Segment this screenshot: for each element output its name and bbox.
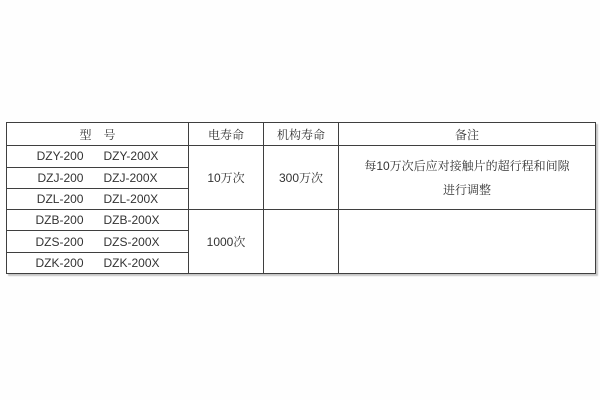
mechanical-life-cell	[264, 210, 339, 274]
model-cell	[7, 210, 189, 231]
model-name: DZB-200	[35, 213, 84, 228]
model-cell	[7, 252, 189, 273]
header-mechanical-life: 机构寿命	[264, 123, 339, 146]
header-model: 型 号	[7, 123, 189, 146]
table-header-row	[7, 123, 596, 146]
model-name: DZY-200X	[103, 149, 159, 164]
model-name: DZJ-200X	[103, 170, 158, 185]
electrical-life-cell: 1000次	[189, 210, 264, 274]
model-name: DZY-200	[36, 149, 84, 164]
remark-line-1: 每10万次后应对接触片的超行程和间隙	[364, 158, 570, 173]
model-name: DZL-200X	[103, 192, 159, 206]
remark-line-2: 进行调整	[442, 182, 491, 197]
spec-table	[6, 122, 596, 274]
remarks-cell	[339, 146, 596, 210]
table-row	[7, 146, 596, 167]
model-cell	[7, 188, 189, 209]
table-row	[7, 210, 596, 231]
model-name: DZK-200X	[103, 255, 160, 270]
model-name: DZK-200	[35, 255, 84, 270]
mechanical-life-cell: 300万次	[264, 146, 339, 210]
model-cell	[7, 231, 189, 252]
model-name: DZS-200	[35, 234, 84, 249]
remarks-cell	[339, 210, 596, 274]
model-cell	[7, 167, 189, 188]
model-name: DZJ-200	[37, 170, 84, 185]
model-cell	[7, 146, 189, 167]
model-name: DZB-200X	[103, 213, 160, 228]
model-name: DZS-200X	[103, 234, 160, 249]
model-name: DZL-200	[36, 192, 84, 206]
electrical-life-cell: 10万次	[189, 146, 264, 210]
header-electrical-life: 电寿命	[189, 123, 264, 146]
header-remarks: 备注	[339, 123, 596, 146]
